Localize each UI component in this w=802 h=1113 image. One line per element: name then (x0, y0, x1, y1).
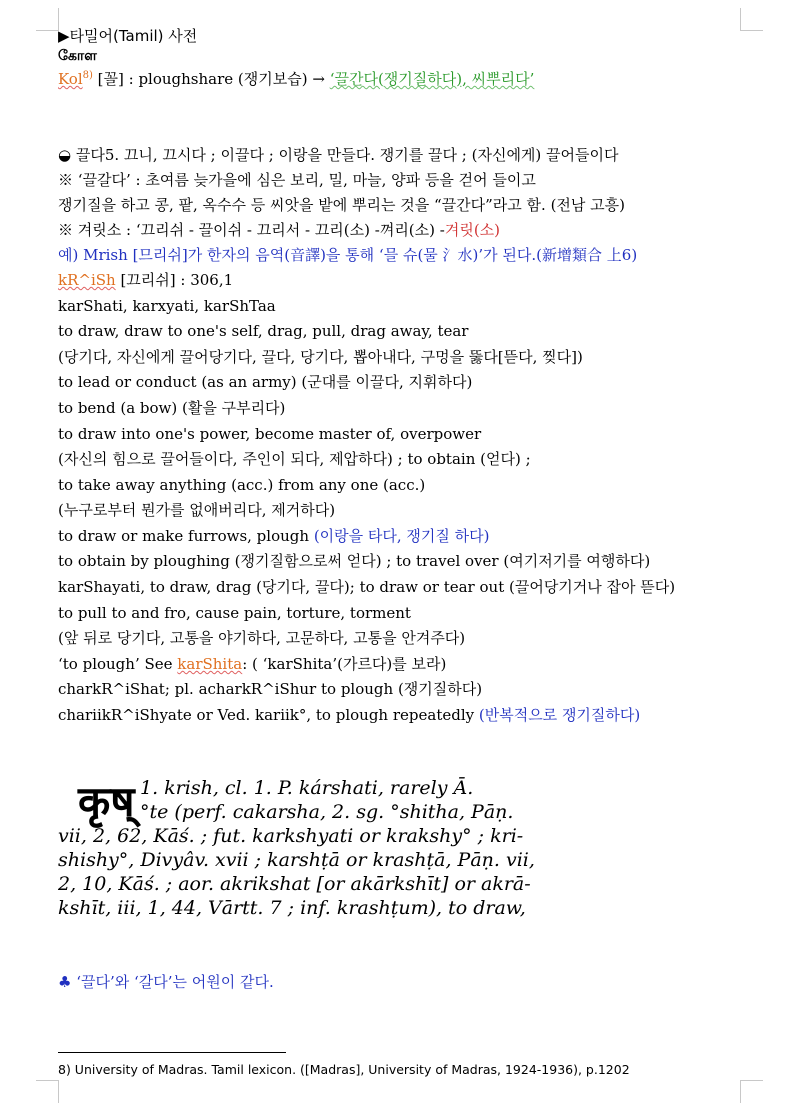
footnote-text: 8) University of Madras. Tamil lexicon. ([Madras], University of Madras, 1924-1936), p.1202 (58, 1062, 630, 1077)
line-18: karShayati, to draw, drag (당기다, 끌다); to draw or tear out (끌어당기거나 잡아 뜯다) (58, 578, 676, 596)
line-1: ◒ 끌다5. 끄니, 끄시다 ; 이끌다 ; 이랑을 만들다. 쟁기를 끌다 ; (자신에게) 끌어들이다 (58, 146, 619, 164)
sanskrit-line-2: °te (perf. cakarsha, 2. sg. °shitha, Pāṇ. (140, 801, 514, 823)
sanskrit-line-5: 2, 10, Kāś. ; aor. akrikshat [or akārkshīt] or akrā- (58, 873, 531, 895)
line-2: ※ ‘끌갈다’ : 초여름 늦가을에 심은 보리, 밀, 마늘, 양파 등을 걷어 들이고 (58, 171, 536, 189)
sanskrit-dictionary-excerpt (58, 768, 535, 919)
line-6-rest: [끄리쉬] : 306,1 (115, 271, 234, 289)
sanskrit-line-3: vii, 2, 62, Kāś. ; fut. karkshyati or krakshy° ; kri- (58, 825, 524, 847)
line-4-main: ※ 겨릿소 : ‘끄리쉬 - 끌이쉬 - 끄리서 - 끄리(소) -껴리(소) - (58, 221, 445, 239)
sanskrit-headword: कृष् (78, 777, 135, 826)
line-16 (58, 526, 490, 546)
line-9: (당기다, 자신에게 끌어당기다, 끌다, 당기다, 뽑아내다, 구멍을 뚫다[뜯다, 찢다]) (58, 348, 583, 366)
line-21 (58, 654, 446, 674)
line-13: (자신의 힘으로 끌어들이다, 주인이 되다, 제압하다) ; to obtain (얻다) ; (58, 450, 531, 468)
line-23-blue: (반복적으로 쟁기질하다) (478, 706, 641, 724)
line-14: to take away anything (acc.) from any one (acc.) (58, 476, 426, 494)
sanskrit-line-6: kshīt, iii, 1, 44, Vārtt. 7 ; inf. krashṭum), to draw, (58, 897, 526, 919)
line-16-blue: (이랑을 타다, 쟁기질 하다) (313, 527, 490, 545)
entry-word: Kol (58, 70, 83, 88)
line-8: to draw, draw to one's self, drag, pull, drag away, tear (58, 322, 469, 340)
line-23-main: chariikR^iShyate or Ved. kariik°, to plough repeatedly (58, 706, 479, 724)
entry-line (58, 66, 534, 89)
corner-mark-bottom-right (740, 1080, 763, 1103)
entry-gloss: ‘끌간다(쟁기질하다), 씨뿌리다’ (329, 70, 535, 88)
corner-mark-top-right (740, 8, 763, 31)
line-19: to pull to and fro, cause pain, torture, torment (58, 604, 411, 622)
line-22: charkR^iShat; pl. acharkR^iShur to plough (쟁기질하다) (58, 680, 483, 698)
line-4-red: 겨릿(소) (444, 221, 501, 239)
line-7: karShati, karxyati, karShTaa (58, 297, 276, 315)
line-23 (58, 705, 640, 725)
page-header-title: ▶타밀어(Tamil) 사전 (58, 27, 198, 45)
etymology-note: ♣ ‘끌다’와 ‘갈다’는 어원이 같다. (58, 973, 274, 991)
footnote-divider (58, 1052, 286, 1053)
corner-mark-top-left (36, 8, 59, 31)
line-15: (누구로부터 뭔가를 없애버리다, 제거하다) (58, 501, 336, 519)
line-4 (58, 220, 500, 240)
line-20: (앞 뒤로 당기다, 고통을 야기하다, 고문하다, 고통을 안겨주다) (58, 629, 466, 647)
entry-rest: [꼴] : ploughshare (쟁기보습) → (92, 70, 330, 88)
line-11: to bend (a bow) (활을 구부리다) (58, 399, 286, 417)
corner-mark-bottom-left (36, 1080, 59, 1103)
sanskrit-line-1: 1. krish, cl. 1. P. kárshati, rarely Ā. (140, 777, 474, 799)
line-17: to obtain by ploughing (쟁기질함으로써 얻다) ; to travel over (여기저기를 여행하다) (58, 552, 651, 570)
line-21-c: : ( ‘karShita’(가르다)를 보라) (242, 655, 447, 673)
footnote-ref[interactable]: 8) (82, 70, 93, 81)
line-6-word: kR^iSh (58, 271, 116, 289)
line-21-a: ‘to plough’ See (58, 655, 178, 673)
line-5: 예) Mrish [므리쉬]가 한자의 음역(音譯)을 통해 ‘믈 슈(물 氵水)’가 된다.(新增類合 上6) (58, 246, 638, 264)
tamil-word: கோள (58, 48, 97, 64)
sanskrit-line-4: shishy°, Divyâv. xvii ; karshṭā or krashṭā, Pāṇ. vii, (58, 849, 535, 871)
line-6 (58, 270, 233, 290)
line-21-link[interactable]: karShita (177, 655, 243, 673)
line-3: 쟁기질을 하고 콩, 팥, 옥수수 등 씨앗을 밭에 뿌리는 것을 “끌간다”라고 함. (전남 고흥) (58, 196, 626, 214)
line-16-main: to draw or make furrows, plough (58, 527, 314, 545)
line-10: to lead or conduct (as an army) (군대를 이끌다, 지휘하다) (58, 373, 473, 391)
line-12: to draw into one's power, become master of, overpower (58, 425, 482, 443)
